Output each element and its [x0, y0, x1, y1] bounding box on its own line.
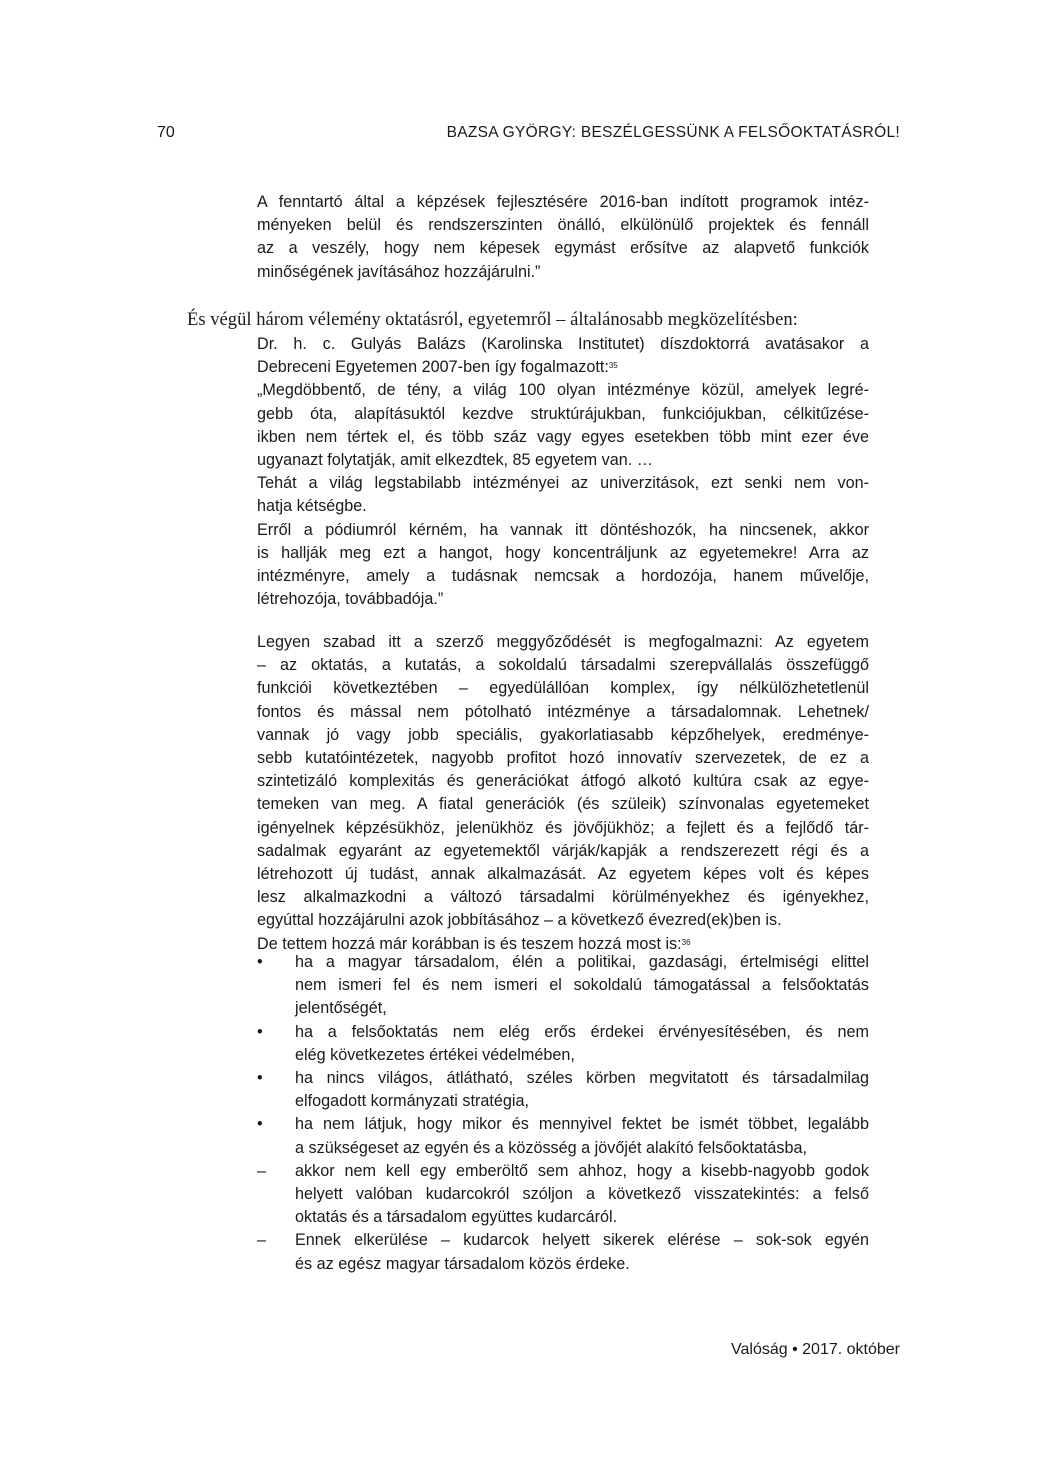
text-line: ha nem látjuk, hogy mikor és mennyivel fektet be ismét többet, legalább — [295, 1115, 869, 1134]
author-view-paragraph — [257, 631, 869, 956]
footnote-ref[interactable]: 36 — [681, 937, 691, 947]
text-line: létrehozója, továbbadója.” — [257, 590, 444, 609]
list-item — [257, 1113, 869, 1159]
text-line: ha nincs világos, átlátható, széles körben megvitatott és társadalmilag — [295, 1069, 869, 1088]
text-line: igényelnek képzésükhöz, jelenükhöz és jövőjükhöz; a fejlett és a fejlődő tár- — [257, 818, 869, 837]
text-line: fontos és mással nem pótolható intézménye a társadalomnak. Lehetnek/ — [257, 702, 869, 721]
quote-ending-paragraph — [257, 191, 869, 284]
bullet-marker: • — [257, 1115, 263, 1134]
text-line: hatja kétségbe. — [257, 497, 367, 516]
text-line: Tehát a világ legstabilabb intézményei az univerzitások, ezt senki nem von- — [257, 474, 869, 493]
text-line: Erről a pódiumról kérném, ha vannak itt döntéshozók, ha nincsenek, akkor — [257, 520, 869, 539]
text-line: jelentőségét, — [295, 999, 387, 1018]
dash-marker: – — [257, 1231, 267, 1250]
text-line: sadalmak egyaránt az egyetemektől várják/kapják a rendszerezett régi és a — [257, 841, 869, 860]
text-line: „Megdöbbentő, de tény, a világ 100 olyan intézménye közül, amelyek legré- — [257, 381, 869, 400]
text-line: nem ismeri fel és nem ismeri el sokoldalú támogatással a felsőoktatás — [295, 976, 869, 995]
text-line-content: De tettem hozzá már korábban is és teszem hozzá most is: — [257, 934, 682, 953]
list-item — [257, 1067, 869, 1113]
text-line: vannak jó vagy jobb speciális, gyakorlatiasabb képzőhelyek, eredménye- — [257, 725, 869, 744]
text-line: sebb kutatóintézetek, nagyobb profitot hozó innovatív szervezetek, de ez a — [257, 749, 869, 768]
lead-in-sentence: És végül három vélemény oktatásról, egyetemről – általánosabb megközelítésben: — [187, 309, 798, 330]
list-item — [257, 1021, 869, 1067]
list-item — [257, 1160, 869, 1230]
dash-marker: – — [257, 1161, 267, 1180]
list-item — [257, 1229, 869, 1275]
text-line: Ennek elkerülése – kudarcok helyett sikerek elérése – sok-sok egyén — [295, 1231, 869, 1250]
text-line: ikben nem tértek el, és több száz vagy egyes esetekben több mint ezer éve — [257, 427, 869, 446]
bullet-marker: • — [257, 1069, 263, 1088]
running-header: BAZSA GYÖRGY: BESZÉLGESSÜNK A FELSŐOKTATÁSRÓL! — [446, 124, 900, 141]
text-line: temeken van meg. A fiatal generációk (és szüleik) színvonalas egyetemeket — [257, 795, 869, 814]
text-line: akkor nem kell egy emberöltő sem ahhoz, hogy a kisebb-nagyobb godok — [295, 1161, 869, 1180]
footer-publication: Valóság • 2017. október — [731, 1341, 900, 1358]
text-line: intézményre, amely a tudásnak nemcsak a hordozója, hanem művelője, — [257, 567, 869, 586]
text-line: ha a magyar társadalom, élén a politikai, gazdasági, értelmiségi elittel — [295, 953, 869, 971]
bullet-marker: • — [257, 953, 263, 971]
gulyas-quote-block — [257, 333, 869, 611]
text-line: funkciói következtében – egyedülállóan komplex, így nélkülözhetetlenül — [257, 679, 869, 698]
conditions-list — [257, 951, 869, 1276]
text-line: oktatás és a társadalom együttes kudarcáról. — [295, 1208, 618, 1227]
text-line: – az oktatás, a kutatás, a sokoldalú társadalmi szerepvállalás összefüggő — [257, 656, 869, 675]
text-line: Dr. h. c. Gulyás Balázs (Karolinska Institutet) díszdoktorrá avatásakor a — [257, 335, 869, 353]
text-line: ményeken belül és rendszerszinten önálló, elkülönülő projektek és fennáll — [257, 216, 869, 235]
text-line: ugyanazt folytatják, amit elkezdtek, 85 egyetem van. … — [257, 451, 653, 470]
text-line: lesz alkalmazkodni a változó társadalmi körülményekhez és igényekhez, — [257, 888, 869, 907]
text-line: A fenntartó által a képzések fejlesztésére 2016-ban indított programok intéz- — [257, 193, 869, 211]
text-line: minőségének javításához hozzájárulni.” — [257, 262, 541, 281]
bullet-marker: • — [257, 1022, 263, 1041]
page-number: 70 — [157, 124, 175, 141]
text-line: gebb óta, alapításuktól kezdve struktúrájukban, funkciójukban, célkitűzése- — [257, 404, 869, 423]
text-line: helyett valóban kudarcokról szóljon a következő visszatekintés: a felső — [295, 1185, 869, 1204]
text-line — [257, 356, 869, 379]
text-line: az a veszély, hogy nem képesek egymást erősítve az alapvető funkciók — [257, 239, 869, 258]
text-line: szintetizáló komplexitás és generációkat átfogó alkotó kultúra csak az egye- — [257, 772, 869, 791]
text-line-content: Debreceni Egyetemen 2007-ben így fogalmazott: — [257, 358, 609, 377]
text-line: Legyen szabad itt a szerző meggyőződését is megfogalmazni: Az egyetem — [257, 633, 869, 651]
text-line: a szükségeset az egyén és a közösség a jövőjét alakító felsőoktatásba, — [295, 1138, 808, 1157]
list-item — [257, 951, 869, 1021]
text-line: létrehozott új tudást, annak alkalmazását. Az egyetem képes volt és képes — [257, 865, 869, 884]
text-line: ha a felsőoktatás nem elég erős érdekei érvényesítésében, és nem — [295, 1022, 869, 1041]
text-line: is hallják meg ezt a hangot, hogy koncentráljunk az egyetemekre! Arra az — [257, 543, 869, 562]
text-line: és az egész magyar társadalom közös érdeke. — [295, 1254, 630, 1273]
footnote-ref[interactable]: 35 — [608, 361, 618, 371]
text-line: egyúttal hozzájárulni azok jobbításához – a következő évezred(ek)ben is. — [257, 911, 782, 930]
text-line: elég következetes értékei védelmében, — [295, 1045, 575, 1064]
text-line: elfogadott kormányzati stratégia, — [295, 1092, 529, 1111]
